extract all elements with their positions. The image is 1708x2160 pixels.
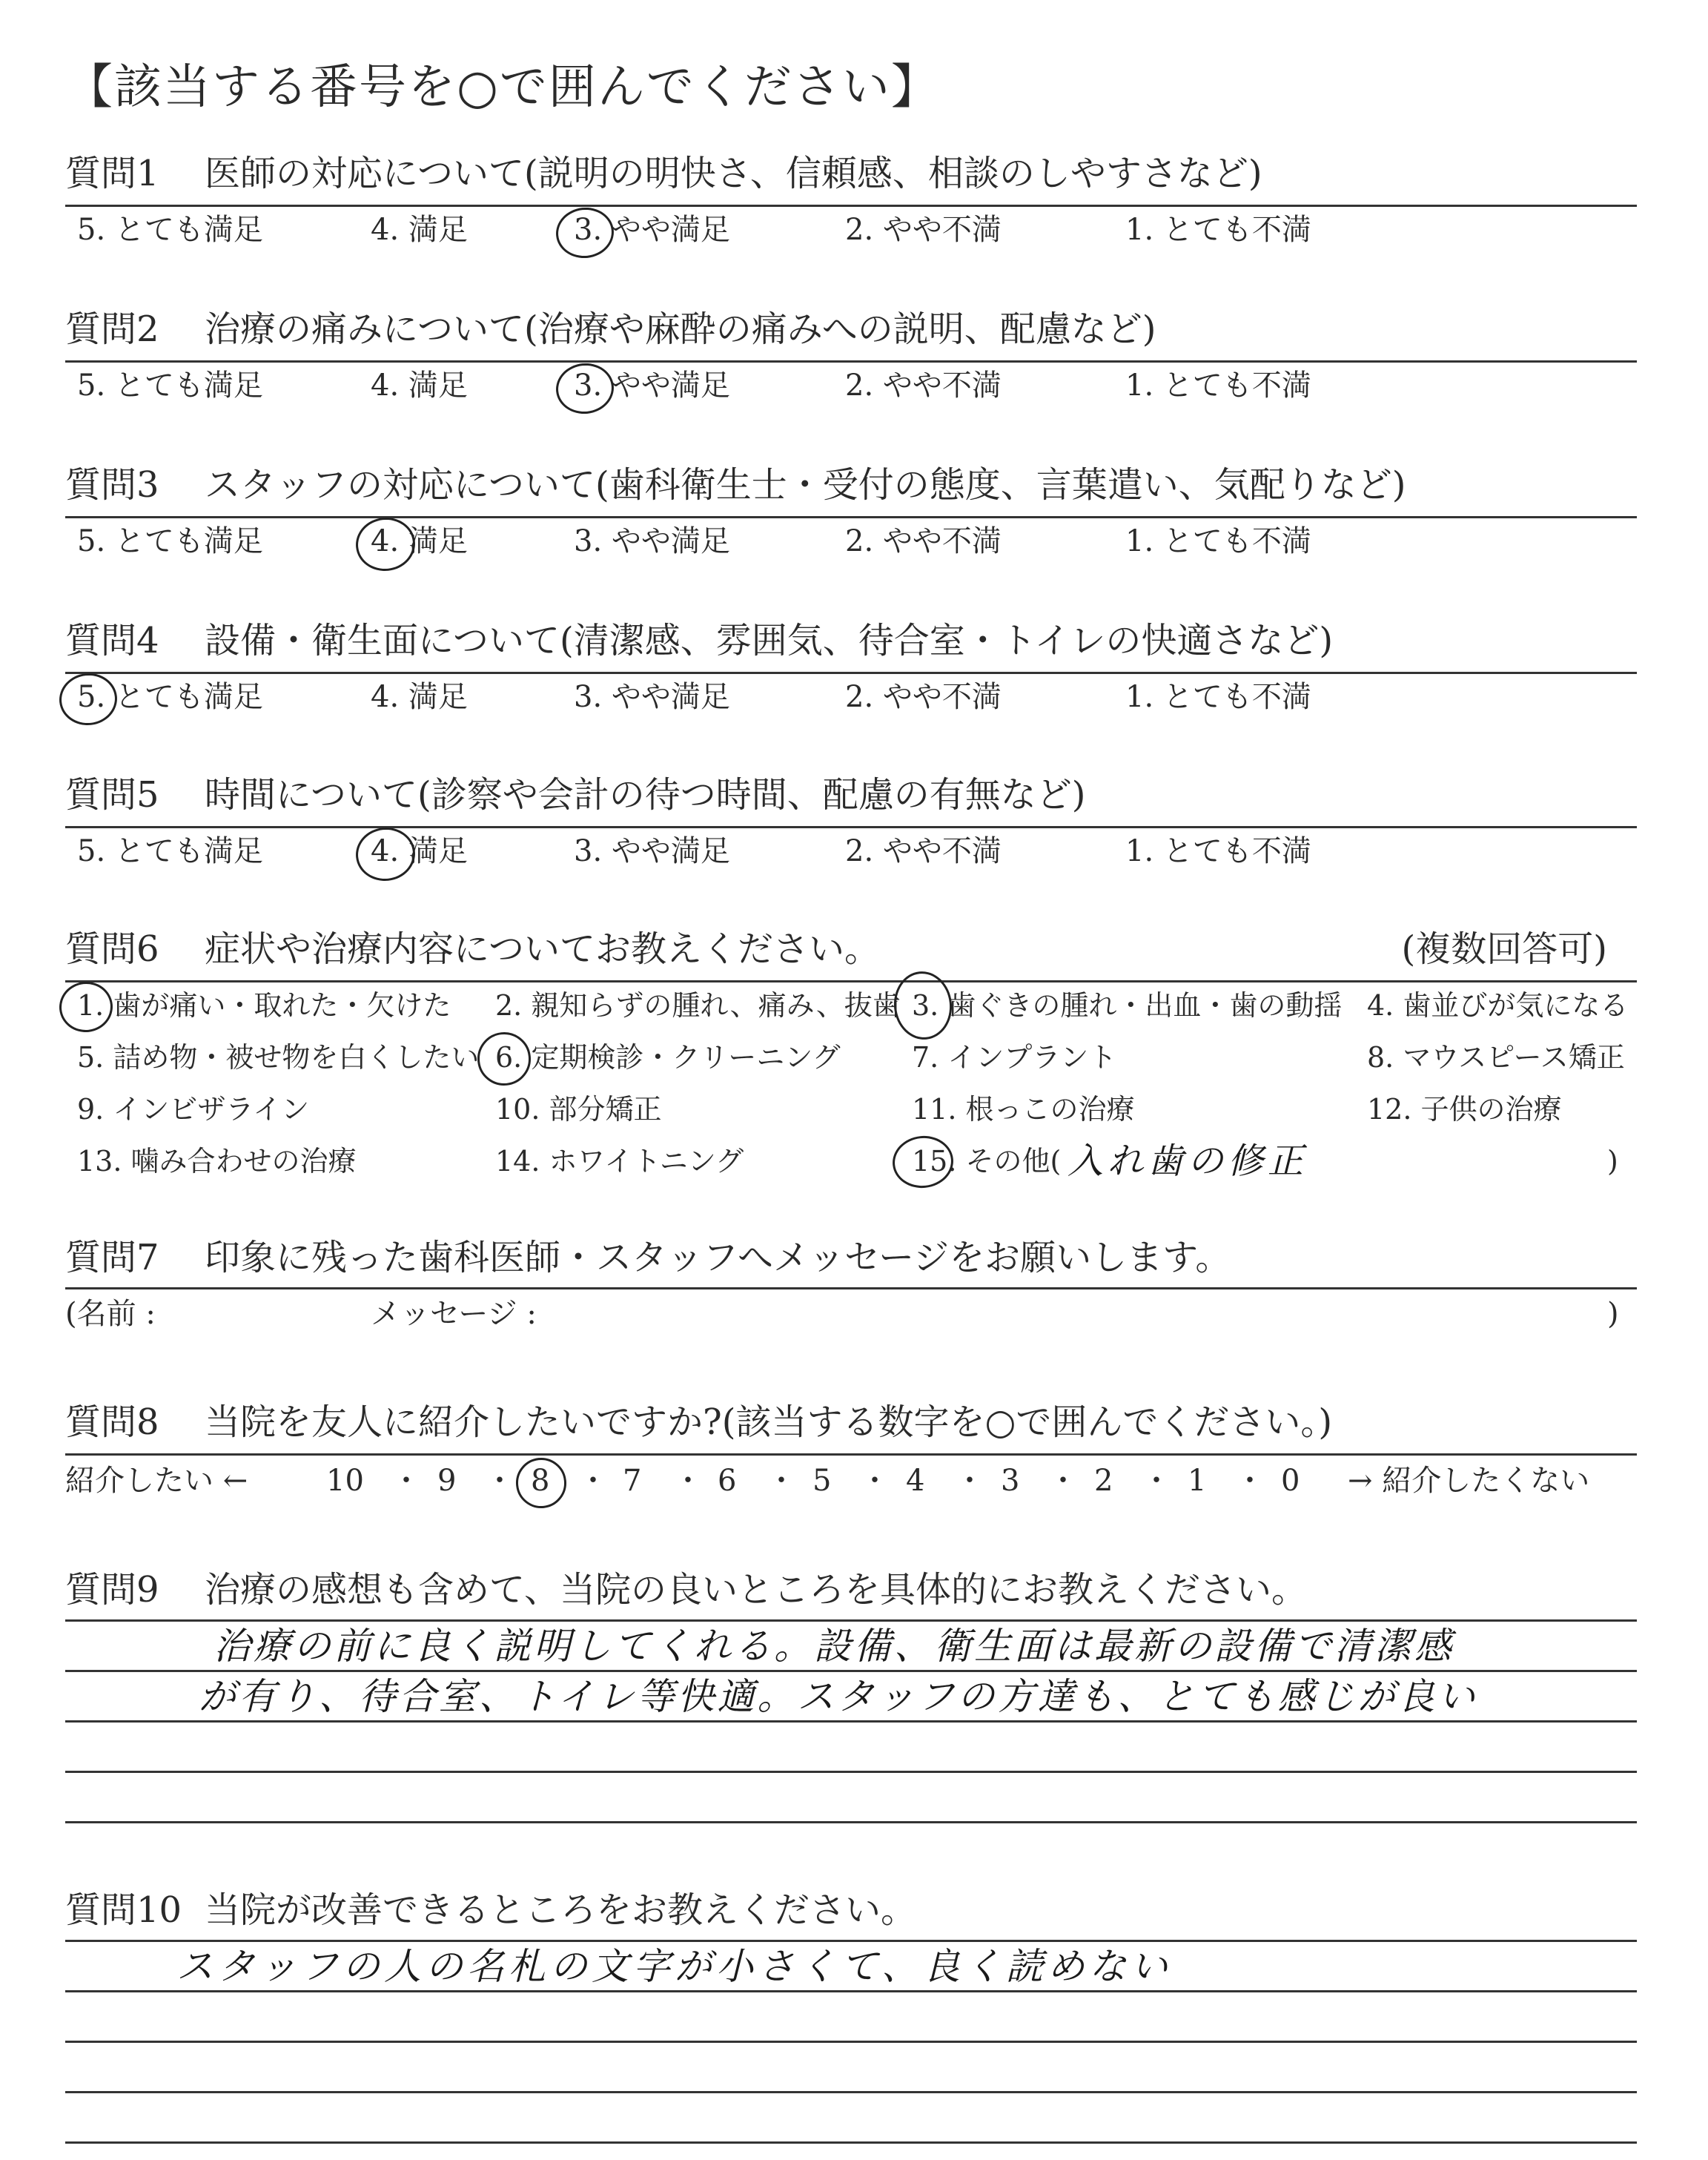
option-2[interactable]: 2. やや不満 [845, 834, 1002, 868]
answer-line [65, 1990, 1637, 1992]
option-5[interactable]: 5. 詰め物・被せ物を白くしたい [77, 1041, 480, 1074]
rating-options [65, 518, 1637, 565]
option-1[interactable]: 1. とても不満 [1125, 680, 1311, 714]
scale-0[interactable]: 0 [1281, 1464, 1300, 1498]
option-4[interactable]: 4. 満足 [371, 524, 468, 558]
scale-10[interactable]: 10 [326, 1464, 364, 1498]
rating-options [65, 828, 1637, 875]
question-2 [65, 303, 1637, 403]
option-11[interactable]: 11. 根っこの治療 [912, 1093, 1135, 1126]
answer-text-line-2: が有り、待合室、トイレ等快適。スタッフの方達も、とても感じが良い [199, 1675, 1478, 1718]
question-7 [65, 1231, 1637, 1331]
scale-2[interactable]: 2 [1094, 1464, 1113, 1498]
close-paren: ) [1607, 1145, 1618, 1178]
question-text: 当院が改善できるところをお教えください。 [205, 1889, 917, 1931]
option-1[interactable]: 1. 歯が痛い・取れた・欠けた [77, 989, 451, 1022]
question-4 [65, 614, 1637, 714]
option-5[interactable]: 5. とても満足 [77, 834, 263, 868]
rating-options [65, 673, 1637, 721]
answer-text-line-1: 治療の前に良く説明してくれる。設備、衛生面は最新の設備で清潔感 [214, 1625, 1454, 1668]
scale-7[interactable]: 7 [623, 1464, 642, 1498]
option-1[interactable]: 1. とても不満 [1125, 369, 1311, 403]
option-3[interactable]: 3. やや満足 [574, 834, 730, 868]
option-4[interactable]: 4. 満足 [371, 369, 468, 403]
option-5[interactable]: 5. とても満足 [77, 524, 263, 558]
question-number: 質問8 [65, 1401, 159, 1443]
answer-line [65, 1670, 1637, 1672]
recommend-scale: 紹介したい ← 10 ・ 9 ・ 8 ・ 7 ・ 6 ・ 5 ・ 4 ・ 3 ・ 2 ・ 1 ・ 0 → 紹介したくない [65, 1455, 1637, 1507]
option-2[interactable]: 2. やや不満 [845, 213, 1002, 247]
option-5[interactable]: 5. とても満足 [77, 369, 263, 403]
question-text: 時間について(診察や会計の待つ時間、配慮の有無など) [205, 774, 1086, 816]
question-1 [65, 147, 1637, 247]
question-text: 治療の感想も含めて、当院の良いところを具体的にお教えください。 [205, 1569, 1308, 1611]
answer-line [65, 2141, 1637, 2144]
question-number: 質問4 [65, 620, 159, 661]
close-paren: ) [1607, 1297, 1619, 1331]
left-label: 紹介したい ← [65, 1464, 248, 1498]
option-3[interactable]: 3. やや満足 [574, 524, 730, 558]
option-3[interactable]: 3. やや満足 [574, 680, 730, 714]
option-5[interactable]: 5. とても満足 [77, 680, 263, 714]
option-10[interactable]: 10. 部分矯正 [495, 1093, 662, 1126]
question-text: スタッフの対応について(歯科衛生士・受付の態度、言葉遣い、気配りなど) [205, 464, 1406, 506]
question-text: 治療の痛みについて(治療や麻酔の痛みへの説明、配慮など) [205, 308, 1156, 350]
option-3[interactable]: 3. やや満足 [574, 369, 730, 403]
question-number: 質問10 [65, 1889, 182, 1931]
scale-9[interactable]: 9 [437, 1464, 457, 1498]
rating-options [65, 362, 1637, 409]
question-9 [65, 1563, 1637, 1718]
option-4[interactable]: 4. 歯並びが気になる [1367, 989, 1629, 1022]
question-number: 質問1 [65, 153, 159, 194]
question-6 [65, 922, 1637, 1182]
option-9[interactable]: 9. インビザライン [77, 1093, 310, 1126]
scale-8[interactable]: 8 [531, 1464, 550, 1498]
message-label: メッセージ : [371, 1297, 537, 1331]
option-6[interactable]: 6. 定期検診・クリーニング [495, 1041, 841, 1074]
question-text: 医師の対応について(説明の明快さ、信頼感、相談のしやすさなど) [205, 153, 1262, 194]
message-fields [65, 1290, 1637, 1338]
scale-3[interactable]: 3 [1001, 1464, 1020, 1498]
question-number: 質問3 [65, 464, 159, 506]
question-5 [65, 768, 1637, 868]
question-10 [65, 1883, 1637, 1988]
answer-text-line-1: スタッフの人の名札の文字が小さくて、良く読めない [176, 1945, 1172, 1988]
question-3 [65, 458, 1637, 558]
option-5[interactable]: 5. とても満足 [77, 213, 263, 247]
other-answer: 入れ歯の修正 [1068, 1140, 1308, 1182]
answer-line [65, 2041, 1637, 2043]
question-8 [65, 1396, 1637, 1498]
right-label: → 紹介したくない [1348, 1464, 1590, 1498]
option-15[interactable]: 15. その他( [912, 1145, 1062, 1178]
answer-line [65, 1720, 1637, 1723]
scale-4[interactable]: 4 [906, 1464, 925, 1498]
question-number: 質問6 [65, 928, 159, 970]
multiple-answer-note: (複数回答可) [1401, 928, 1607, 970]
question-text: 当院を友人に紹介したいですか?(該当する数字を○で囲んでください。) [205, 1401, 1333, 1443]
question-text: 設備・衛生面について(清潔感、雰囲気、待合室・トイレの快適さなど) [205, 620, 1334, 661]
scale-6[interactable]: 6 [718, 1464, 737, 1498]
rating-options [65, 206, 1637, 254]
option-2[interactable]: 2. やや不満 [845, 524, 1002, 558]
answer-line [65, 1940, 1637, 1942]
option-1[interactable]: 1. とても不満 [1125, 834, 1311, 868]
option-1[interactable]: 1. とても不満 [1125, 524, 1311, 558]
option-2[interactable]: 2. やや不満 [845, 369, 1002, 403]
question-number: 質問9 [65, 1569, 159, 1611]
option-2[interactable]: 2. やや不満 [845, 680, 1002, 714]
form-title: 【該当する番号を○で囲んでください】 [65, 60, 940, 115]
symptom-options [65, 983, 1637, 1206]
option-12[interactable]: 12. 子供の治療 [1367, 1093, 1562, 1126]
option-2[interactable]: 2. 親知らずの腫れ、痛み、抜歯 [495, 989, 901, 1022]
divider [65, 1287, 1637, 1289]
scale-5[interactable]: 5 [812, 1464, 832, 1498]
answer-line [65, 1821, 1637, 1823]
option-4[interactable]: 4. 満足 [371, 680, 468, 714]
question-text: 症状や治療内容についてお教えください。 [205, 928, 881, 970]
question-number: 質問5 [65, 774, 159, 816]
option-4[interactable]: 4. 満足 [371, 213, 468, 247]
option-13[interactable]: 13. 噛み合わせの治療 [77, 1145, 357, 1178]
scale-1[interactable]: 1 [1188, 1464, 1207, 1498]
divider [65, 980, 1637, 982]
option-3[interactable]: 3. 歯ぐきの腫れ・出血・歯の動揺 [912, 989, 1343, 1022]
question-number: 質問2 [65, 308, 159, 350]
option-4[interactable]: 4. 満足 [371, 834, 468, 868]
answer-line [65, 1771, 1637, 1773]
answer-line [65, 1619, 1637, 1622]
question-number: 質問7 [65, 1237, 159, 1278]
selection-circle [514, 1456, 569, 1511]
name-label: (名前 : [65, 1297, 156, 1331]
option-14[interactable]: 14. ホワイトニング [495, 1145, 744, 1178]
answer-line [65, 2091, 1637, 2093]
option-1[interactable]: 1. とても不満 [1125, 213, 1311, 247]
option-8[interactable]: 8. マウスピース矯正 [1367, 1041, 1625, 1074]
option-3[interactable]: 3. やや満足 [574, 213, 730, 247]
question-text: 印象に残った歯科医師・スタッフへメッセージをお願いします。 [205, 1237, 1231, 1278]
option-7[interactable]: 7. インプラント [912, 1041, 1117, 1074]
